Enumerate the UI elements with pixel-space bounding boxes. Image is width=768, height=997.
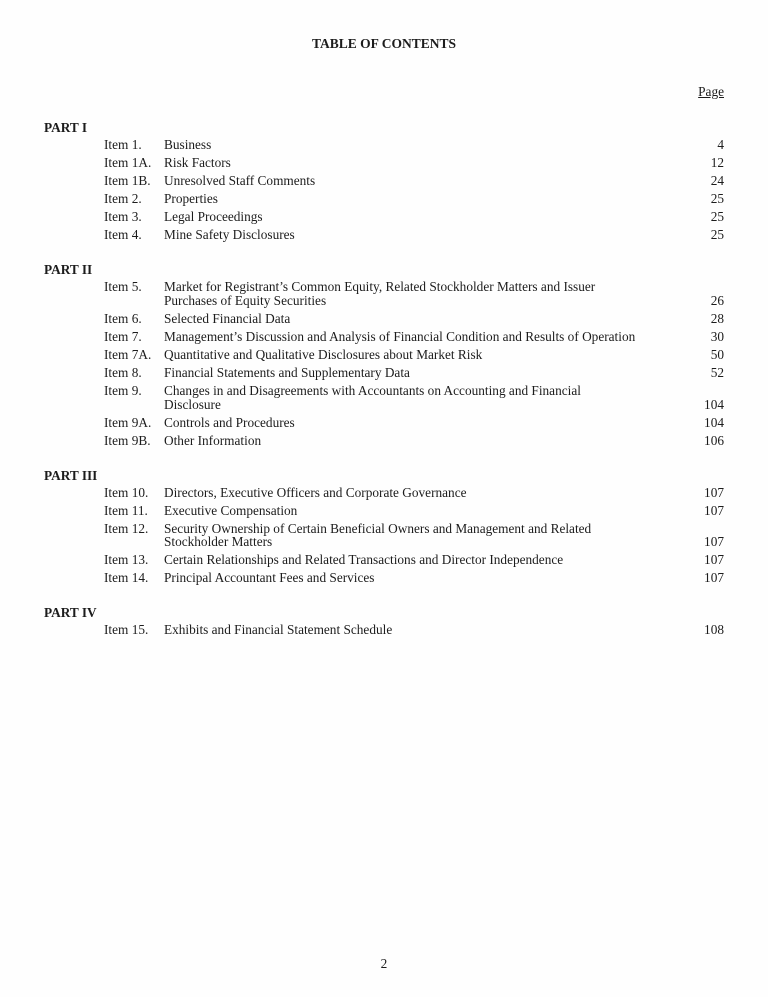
item-number: Item 7.: [104, 328, 142, 344]
item-page-number: 104: [704, 414, 724, 430]
item-number: Item 9A.: [104, 414, 152, 430]
item-title: Legal Proceedings: [164, 209, 263, 225]
item-title: Financial Statements and Supplementary Data: [164, 365, 410, 381]
toc-row: [104, 330, 724, 344]
toc-row: [104, 210, 724, 224]
item-page-number: 107: [704, 484, 724, 500]
item-number: Item 14.: [104, 570, 149, 586]
part-heading: PART II: [44, 262, 93, 278]
item-title: Properties: [164, 191, 218, 207]
item-title: Market for Registrant’s Common Equity, Related Stockholder Matters and Issuer Purchases of Equity Securities: [164, 279, 596, 308]
item-page-number: 24: [710, 173, 724, 189]
item-number: Item 1B.: [104, 173, 151, 189]
footer-page-number: 2: [380, 956, 388, 971]
item-number: Item 5.: [104, 279, 142, 295]
item-title: Controls and Procedures: [164, 414, 295, 430]
item-title: Security Ownership of Certain Beneficial Owners and Management and Related Stockholder Matters: [164, 520, 592, 550]
item-title: Directors, Executive Officers and Corporate Governance: [164, 484, 467, 500]
item-page-number: 50: [710, 346, 724, 362]
item-number: Item 8.: [104, 365, 142, 381]
part-heading: PART III: [44, 467, 98, 483]
item-title: Certain Relationships and Related Transactions and Director Independence: [164, 552, 564, 568]
item-page-number: 25: [710, 209, 724, 225]
item-number: Item 6.: [104, 310, 142, 326]
item-page-number: 107: [704, 570, 724, 586]
part-heading: PART IV: [44, 605, 97, 621]
item-page-number: 26: [710, 292, 724, 308]
item-number: Item 12.: [104, 520, 149, 536]
item-title: Risk Factors: [164, 155, 231, 171]
item-page-number: 106: [704, 432, 724, 448]
item-page-number: 108: [704, 622, 724, 638]
item-number: Item 2.: [104, 191, 142, 207]
item-title: Principal Accountant Fees and Services: [164, 570, 375, 586]
item-number: Item 9.: [104, 383, 142, 399]
page-column-header: Page: [698, 84, 724, 99]
toc-row: [104, 156, 724, 170]
toc-row: [104, 348, 724, 362]
item-page-number: 52: [710, 365, 724, 381]
item-page-number: 107: [704, 502, 724, 518]
toc-row: [104, 434, 724, 448]
item-page-number: 28: [710, 310, 724, 326]
toc-row: [104, 522, 724, 549]
part-section-4: [44, 605, 724, 637]
toc-row: [104, 571, 724, 585]
toc-row: [104, 312, 724, 326]
item-title: Unresolved Staff Comments: [164, 173, 316, 189]
toc-row: [104, 138, 724, 152]
item-page-number: 25: [710, 191, 724, 207]
item-page-number: 107: [704, 552, 724, 568]
part-section-1: [44, 120, 724, 242]
item-title: Other Information: [164, 432, 262, 448]
item-title: Quantitative and Qualitative Disclosures about Market Risk: [164, 346, 483, 362]
item-page-number: 107: [704, 534, 724, 550]
item-number: Item 4.: [104, 227, 142, 243]
part-section-3: [44, 468, 724, 586]
item-page-number: 30: [710, 328, 724, 344]
part-heading: PART I: [44, 120, 88, 135]
toc-row: [104, 192, 724, 206]
item-page-number: 12: [710, 155, 724, 171]
item-page-number: 25: [710, 227, 724, 243]
page-title: TABLE OF CONTENTS: [311, 36, 457, 51]
item-number: Item 10.: [104, 484, 149, 500]
part-section-2: [44, 262, 724, 447]
item-page-number: 104: [704, 396, 724, 412]
item-number: Item 7A.: [104, 346, 152, 362]
item-number: Item 15.: [104, 622, 149, 638]
item-number: Item 1A.: [104, 155, 152, 171]
item-page-number: 4: [717, 137, 724, 152]
item-title: Management’s Discussion and Analysis of Financial Condition and Results of Operation: [164, 328, 636, 344]
toc-row: [104, 623, 724, 637]
item-number: Item 11.: [104, 502, 148, 518]
toc-row: [104, 228, 724, 242]
item-title: Mine Safety Disclosures: [164, 227, 295, 243]
item-title: Exhibits and Financial Statement Schedule: [164, 622, 393, 638]
toc-row: [104, 416, 724, 430]
toc-row: [104, 174, 724, 188]
page-column-header-row: [44, 84, 724, 100]
toc-row: [104, 366, 724, 380]
toc-row: [104, 553, 724, 567]
toc-row: [104, 486, 724, 500]
item-number: Item 9B.: [104, 432, 151, 448]
toc-row: [104, 280, 724, 307]
item-number: Item 1.: [104, 137, 142, 152]
item-title: Executive Compensation: [164, 502, 298, 518]
toc-row: [104, 384, 724, 411]
item-number: Item 13.: [104, 552, 149, 568]
item-number: Item 3.: [104, 209, 142, 225]
item-title: Changes in and Disagreements with Accountants on Accounting and Financial Disclosure: [164, 383, 581, 412]
item-title: Business: [164, 137, 212, 152]
toc-row: [104, 504, 724, 518]
item-title: Selected Financial Data: [164, 310, 291, 326]
